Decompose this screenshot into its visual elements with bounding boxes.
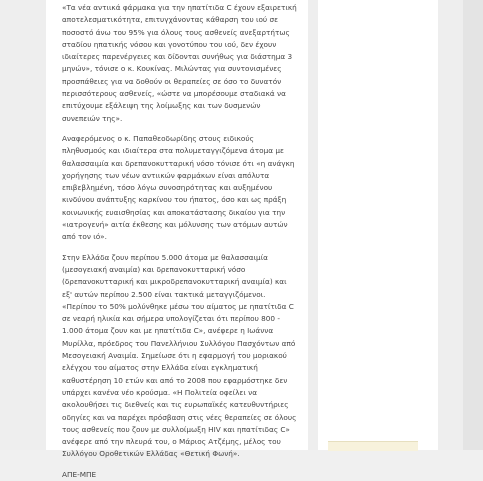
- article-paragraph: Στην Ελλάδα ζουν περίπου 5.000 άτομα με θαλασσαιμία (μεσογειακή αναιμία) και δρεπανοκυτταρική νόσο (δρεπανοκυτταρική και μικροδρεπανοκυτταρική αναιμία) και εξ' αυτών περίπου 2.500 είναι τακτικά μεταγγιζόμενοι. «Περίπου το 50% μολύνθηκε μέσω του αίματος με ηπατίτιδα C σε νεαρή ηλικία και σήμερα υπολογίζεται ότι περίπου 800 - 1.000 άτομα ζουν και με ηπατίτιδα C», ανέφερε η Ιωάννα Μυρίλλα, πρόεδρος του Πανελλήνιου Συλλόγου Πασχόντων από Μεσογειακή Αναιμία. Σημείωσε ότι η εφαρμογή του μοριακού ελέγχου του αίματος στην Ελλάδα είναι εγκληματική καθυστέρηση 10 ετών και από το 2008 που εφαρμόστηκε δεν υπάρχει κανένα νέο κρούσμα. «Η Πολιτεία οφείλει να ακολουθήσει τις διεθνείς και τις ευρωπαϊκές κατευθυντήριες οδηγίες και να παρέχει πρόσβαση στις νέες θεραπείες σε όλους τους ασθενείς που ζουν με συλλοίμωξη HIV και ηπατίτιδας C» ανέφερε από την πλευρά του, ο Μάριος Ατζέμης, μέλος του Συλλόγου Οροθετικών Ελλάδας «Θετική Φωνή».: [62, 252, 297, 459]
- sidebar-widget: [328, 441, 418, 451]
- article-paragraph: «Τα νέα αντιικά φάρμακα για την ηπατίτιδα C έχουν εξαιρετική αποτελεσματικότητα, επιτυγχάνοντας κάθαρση του ιού σε ποσοστό άνω του 95% για όλους τους ασθενείς ανεξαρτήτως σταδίου ηπατικής νόσου και γονοτύπου του ιού, δεν έχουν ιδιαίτερες παρενέργειες και δίδονται συνήθως για διάστημα 3 μηνών», τόνισε ο κ. Κουκίνας. Μιλώντας για συντονισμένες προσπάθειες για να δοθούν οι θεραπείες σε όσο το δυνατόν περισσότερους ασθενείς, «ώστε να μπορέσουμε σταδιακά να επιτύχουμε εξάλειψη της λοίμωξης και των δυσμενών συνεπειών της».: [62, 3, 297, 123]
- article-body: [46, 0, 308, 479]
- sidebar: [318, 0, 438, 450]
- article-source: ΑΠΕ-ΜΠΕ: [62, 469, 97, 479]
- article-paragraph: Αναφερόμενος ο κ. Παπαθεοδωρίδης στους ειδικούς πληθυσμούς και ιδιαίτερα στα πολυμεταγγιζόμενα άτομα με θαλασσαιμία και δρεπανοκυτταρική νόσο τόνισε ότι «η ανάγκη χορήγησης των νέων αντιικών φαρμάκων είναι απόλυτα επιβεβλημένη, τόσο λόγω συνοσηρότητας και αυξημένου κινδύνου ανάπτυξης καρκίνου του ήπατος, όσο και ως πράξη κοινωνικής ευαισθησίας και αποκατάστασης δικαίου για την «ιατρογενή» αιτία έκθεσης και μόλυνσης των ατόμων αυτών από τον ιό».: [62, 133, 295, 242]
- right-gutter: [463, 0, 483, 450]
